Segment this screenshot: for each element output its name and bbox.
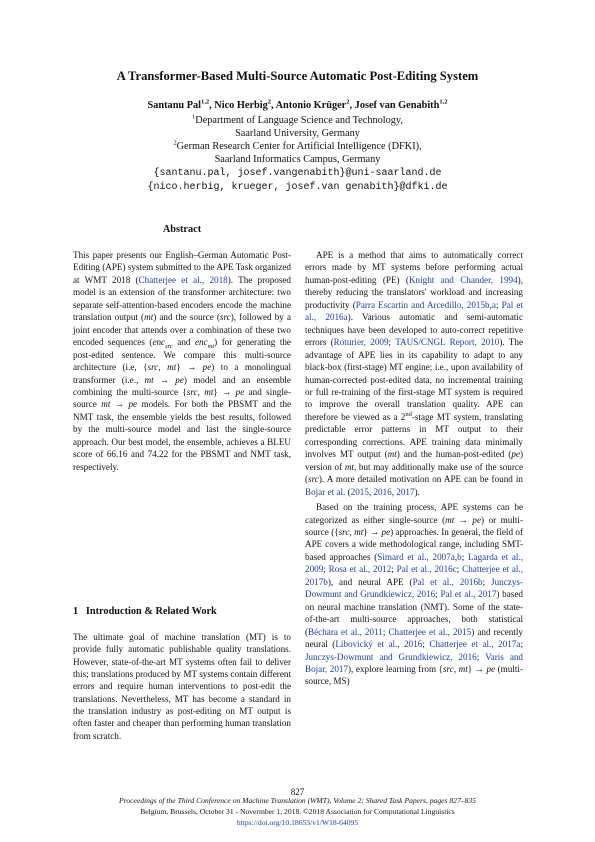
affiliation-2-line-2: Saarland Informatics Campus, Germany	[214, 154, 381, 165]
citation-link[interactable]: Pal et al., 2016c	[396, 564, 457, 575]
email-line-1[interactable]: {santanu.pal, josef.vangenabith}@uni-saarland.de	[153, 168, 442, 179]
citation-link[interactable]: Varis and Bojar, 2017	[305, 651, 523, 674]
citation-link[interactable]: b	[457, 551, 462, 562]
footer-doi-link[interactable]: https://doi.org/10.18653/v1/W18-64095	[236, 818, 359, 827]
citation-link[interactable]: Béchara et al., 2011	[308, 626, 383, 637]
paper-title: A Transformer-Based Multi-Source Automatic Post-Editing System	[116, 69, 479, 83]
citation-link[interactable]: Junczys-Dowmunt and Grundkiewicz, 2016	[305, 651, 477, 662]
citation-link[interactable]: Chatterjee et al., 2017a	[429, 639, 521, 650]
citation-link[interactable]: Chatterjee et al., 2017b	[305, 564, 523, 587]
abstract-body: This paper presents our English–German Automatic Post-Editing (APE) system submitted to the APE Task organized at WMT 2018 (Chatterjee et al., 2018). The proposed model is an extension of the transformer architecture: two separate self-attention-based encoders encode the machine translation output (mt) and the source (src), followed by a joint encoder that attends over a combination of these two encoded sequences (enc$_{src}$ and enc$_{mt}$) for generating the post-edited sentence. We compare this multi-source architecture (i.e, {src, mt} → pe) to a monolingual transformer (i.e., mt → pe) model and an ensemble combining the multi-source {src, mt} → pe and single-source mt → pe models. For both the PBSMT and the NMT task, the ensemble yields the best results, followed by the multi-source model and last the single-source approach. Our best model, the ensemble, achieves a BLEU score of 66.16 and 74.22 for the PBSMT and NMT task, respectively.	[73, 250, 291, 472]
citation-link[interactable]: Junczys-Dowmunt and Grundkiewicz, 2016	[305, 576, 523, 600]
citation-link[interactable]: Pal et al., 2016a	[305, 299, 523, 323]
page-number: 827	[290, 787, 305, 797]
citation-link[interactable]: Bojar et al.	[305, 486, 346, 497]
citation-link[interactable]: Chatterjee et al., 2018	[138, 274, 228, 285]
introduction-body: The ultimate goal of machine translation (MT) is to provide fully automatic publishable quality translations. However, state-of-the-art MT systems often fail to deliver this; translations produced by MT systems contain different errors and require human interventions to post-edit the translations. Nevertheless, MT has become a standard in the translation industry as post-editing on MT output is often faster and cheaper than performing human translation from scratch.	[73, 632, 291, 741]
section-heading-introduction: 1 Introduction & Related Work	[73, 606, 217, 617]
citation-link[interactable]: Knight and Chander, 1994	[408, 274, 518, 285]
citation-link[interactable]: 2017	[396, 486, 415, 497]
citation-link[interactable]: Rosa et al., 2012	[328, 564, 392, 575]
footer-venue: Belgium, Brussels, October 31 - Novermber 1, 2018. ©2018 Association for Computational Linguistics	[140, 807, 455, 816]
citation-link[interactable]: Roturier, 2009	[333, 337, 389, 348]
citation-link[interactable]: 2016	[373, 486, 392, 497]
right-column-body: APE is a method that aims to automatically correct errors made by MT systems before performing actual human-post-editing (PE) (Knight and Chander, 1994), thereby reducing the translators' workload and increasing productivity (Parra Escartín and Arcedillo, 2015b,a; Pal et al., 2016a). Various automatic and semi-automatic techniques have been developed to auto-correct repetitive errors (Roturier, 2009; TAUS/CNGL Report, 2010). The advantage of APE lies in its capability to adapt to any black-box (first-stage) MT engine; i.e., upon availability of human-corrected post-edited data, no incremental training or full re-training of the first-stage MT system is required to improve the overall translation quality. APE can therefore be viewed as a 2nd-stage MT system, translating predictable error patterns in MT output to their corresponding corrections. APE training data minimally involves MT output (mt) and the human-post-edited (pe) version of mt, but may additionally make use of the source (src). A more detailed motivation on APE can be found in Bojar et al. (2015, 2016, 2017). Based on the training process, APE systems can be categorized as either single-source (mt → pe) or multi-source ({src, mt} → pe) approaches. In general, the field of APE covers a wide methodological range, including SMT-based approaches (Simard et al., 2007a,b; Lagarda et al., 2009; Rosa et al., 2012; Pal et al., 2016c; Chatterjee et al., 2017b), and neural APE (Pal et al., 2016b; Junczys-Dowmunt and Grundkiewicz, 2016; Pal et al., 2017) based on neural machine translation (NMT). Some of the state-of-the-art multi-source approaches, both statistical (Béchara et al., 2011; Chatterjee et al., 2015) and recently neural (Libovický et al., 2016; Chatterjee et al., 2017a; Junczys-Dowmunt and Grundkiewicz, 2016; Varis and Bojar, 2017), explore learning from {src, mt} → pe (multi-source, MS)	[305, 250, 524, 687]
citation-link[interactable]: Libovický et al., 2016	[335, 639, 423, 650]
affiliation-1-line-2: Saarland University, Germany	[235, 128, 360, 139]
affiliation-2-line-1: $^2$German Research Center for Artificial Intelligence (DFKI),	[173, 139, 422, 152]
citation-link[interactable]: a	[491, 299, 496, 310]
email-line-2[interactable]: {nico.herbig, krueger, josef.van genabith}@dfki.de	[147, 182, 448, 193]
author-list: Santanu Pal$^{1,2}$, Nico Herbig$^2$, Antonio Krüger$^2$, Josef van Genabith$^{1,2}$	[147, 98, 448, 111]
footer-proceedings: Proceedings of the Third Conference on Machine Translation (WMT), Volume 2: Shared Task Papers, pages 827–835	[119, 796, 476, 805]
citation-link[interactable]: Lagarda et al., 2009	[305, 551, 524, 575]
citation-link[interactable]: Simard et al., 2007a	[377, 551, 455, 562]
citation-link[interactable]: Parra Escartín and Arcedillo, 2015b	[355, 299, 490, 310]
abstract-heading: Abstract	[162, 224, 202, 235]
affiliation-1-line-1: $^1$Department of Language Science and Technology,	[192, 113, 403, 126]
citation-link[interactable]: TAUS/CNGL Report, 2010	[395, 337, 500, 348]
citation-link[interactable]: Pal et al., 2016b	[412, 576, 483, 587]
citation-link[interactable]: 2015	[350, 486, 369, 497]
citation-link[interactable]: Pal et al., 2017	[440, 589, 497, 600]
citation-link[interactable]: Chatterjee et al., 2015	[388, 626, 472, 637]
